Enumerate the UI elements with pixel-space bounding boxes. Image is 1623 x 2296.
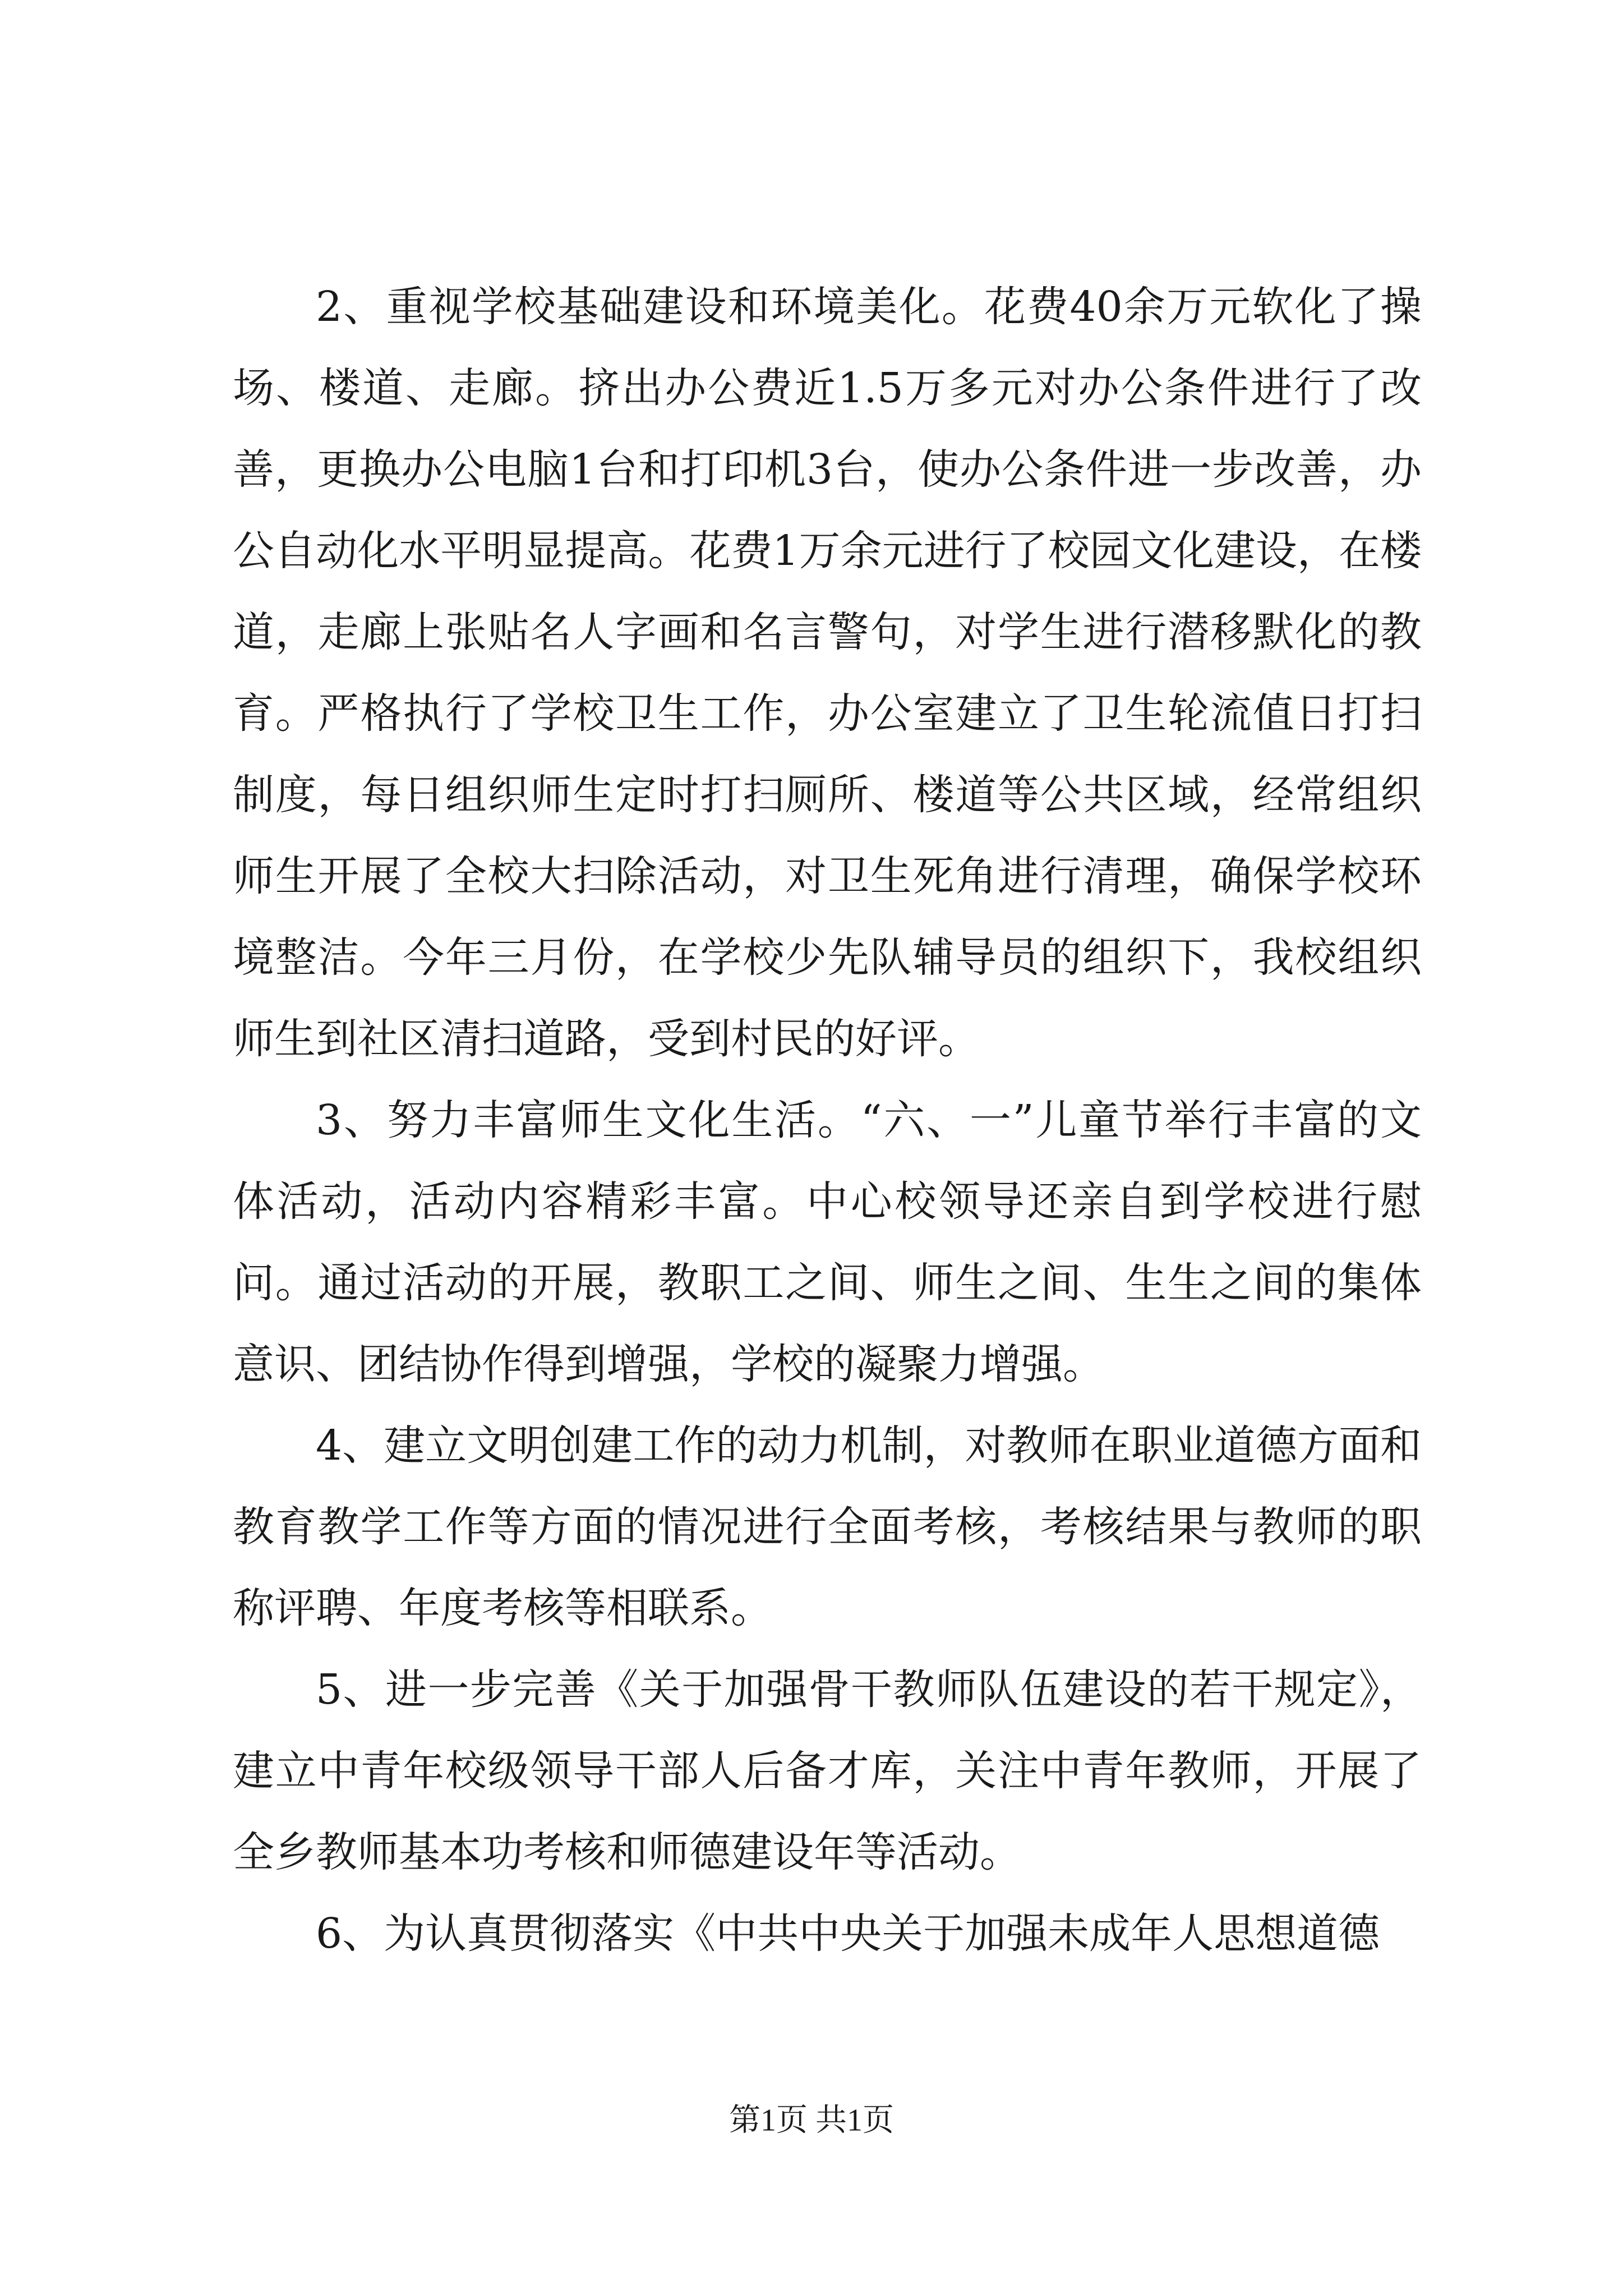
- paragraph-6: 6、为认真贯彻落实《中共中央关于加强未成年人思想道德: [316, 1910, 1380, 1958]
- paragraph-2: 2、重视学校基础建设和环境美化。花费40余万元软化了操场、楼道、走廊。挤出办公费近1.5万多元对办公条件进行了改善，更换办公电脑1台和打印机3台，使办公条件进一步改善，办公自动化水平明显提高。花费1万余元进行了校园文化建设，在楼道，走廊上张贴名人字画和名言警句，对学生进行潜移默化的教育。严格执行了学校卫生工作，办公室建立了卫生轮流值日打扫制度，每日组织师生定时打扫厕所、楼道等公共区域，经常组织师生开展了全校大扫除活动，对卫生死角进行清理，确保学校环境整洁。今年三月份，在学校少先队辅导员的组织下，我校组织师生到社区清扫道路，受到村民的好评。: [233, 283, 1422, 1063]
- document-body: [233, 266, 1422, 1975]
- paragraph-4: 4、建立文明创建工作的动力机制，对教师在职业道德方面和教育教学工作等方面的情况进行全面考核，考核结果与教师的职称评聘、年度考核等相联系。: [233, 1421, 1422, 1632]
- page-footer: 第1页 共1页: [729, 2103, 894, 2138]
- paragraph-5: 5、进一步完善《关于加强骨干教师队伍建设的若干规定》，建立中青年校级领导干部人后备才库，关注中青年教师，开展了全乡教师基本功考核和师德建设年等活动。: [233, 1665, 1422, 1876]
- paragraph-3: 3、努力丰富师生文化生活。“六、一”儿童节举行丰富的文体活动，活动内容精彩丰富。中心校领导还亲自到学校进行慰问。通过活动的开展，教职工之间、师生之间、生生之间的集体意识、团结协作得到增强，学校的凝聚力增强。: [233, 1096, 1422, 1388]
